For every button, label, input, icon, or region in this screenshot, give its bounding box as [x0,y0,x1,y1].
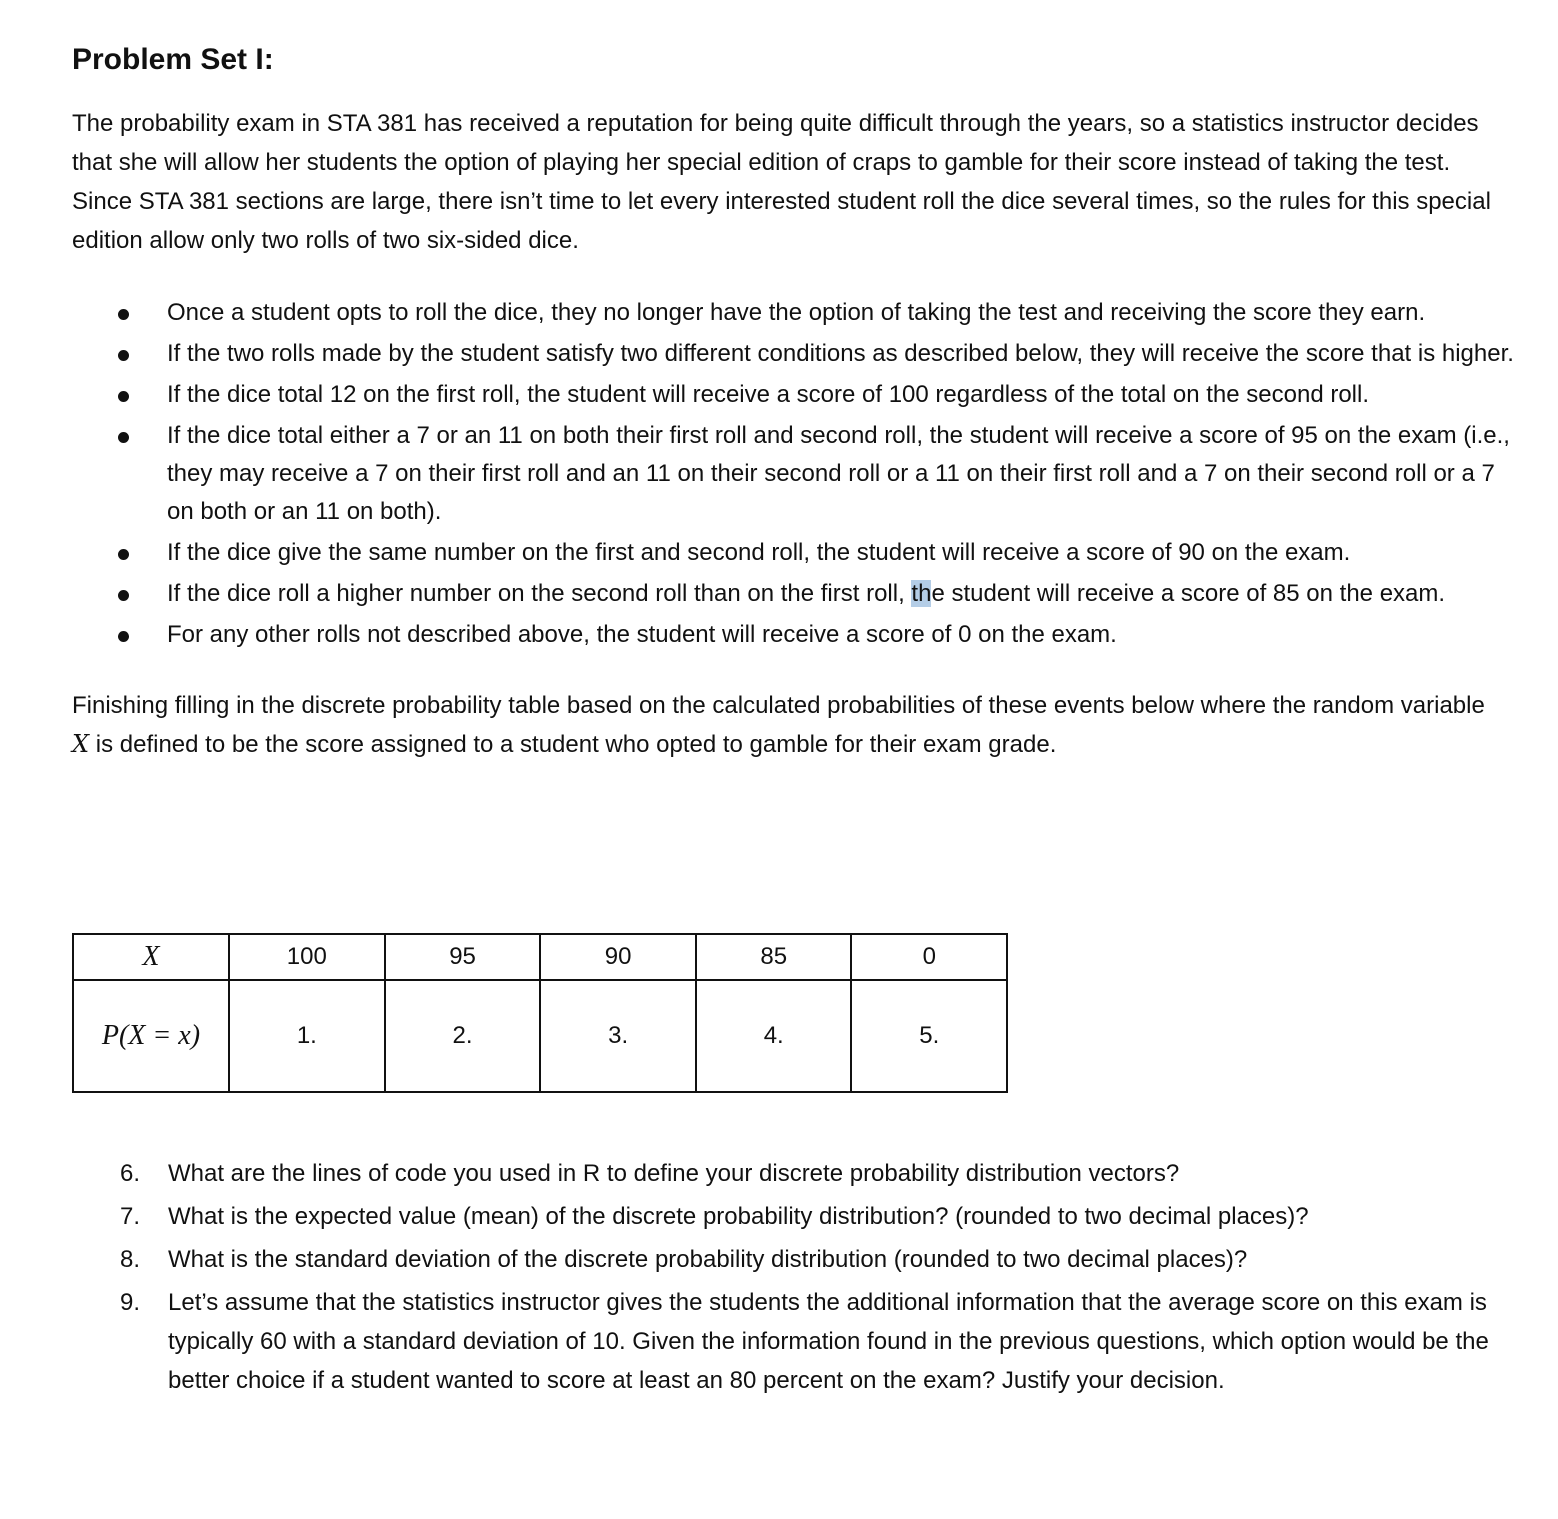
table-cell: 0 [851,934,1007,980]
rule-item: For any other rolls not described above, the student will receive a score of 0 on the exam. [72,616,1517,654]
rule-item: If the dice total 12 on the first roll, the student will receive a score of 100 regardless of the total on the second roll. [72,376,1517,414]
table-cell: 85 [696,934,852,980]
bullet-icon [118,631,129,642]
question-item: 6. What are the lines of code you used in R to define your discrete probability distribution vectors? [120,1160,1180,1187]
table-row-label: P(X = x) [73,980,229,1092]
bullet-icon [118,391,129,402]
document-page [72,30,1522,1394]
bullet-icon [118,549,129,560]
table-cell: 90 [540,934,696,980]
table-row [73,934,1007,980]
question-item: 8. What is the standard deviation of the discrete probability distribution (rounded to two decimal places)? [120,1246,1248,1273]
random-variable: X [72,730,90,758]
task-paragraph: Finishing filling in the discrete probability table based on the calculated probabilities of these events below where the random variable X is defined to be the score assigned to a student who opted to gamble for their exam grade. [72,692,1485,758]
table-cell: 2. [385,980,541,1092]
table-cell: 1. [229,980,385,1092]
table-cell: 100 [229,934,385,980]
questions-list [72,1154,1513,1404]
rules-list [72,294,1522,654]
rule-item: If the dice roll a higher number on the second roll than on the first roll, the student will receive a score of 85 on the exam. [72,575,1517,613]
bullet-icon [118,432,129,443]
bullet-icon [118,350,129,361]
text-selection-highlight[interactable]: th [911,580,932,607]
page-title: Problem Set I: [72,43,274,76]
intro-paragraph: The probability exam in STA 381 has received a reputation for being quite difficult through the years, so a statistics instructor decides that she will allow her students the option of playing her special edition of craps to gamble for their score instead of taking the test. Since STA 381 sections are large, there isn’t time to let every interested student roll the dice several times, so the rules for this special edition allow only two rolls of two six-sided dice. [72,110,1491,254]
question-item: 7. What is the expected value (mean) of the discrete probability distribution? (rounded to two decimal places)? [120,1203,1309,1230]
table-header-label: X [73,934,229,980]
table-cell: 95 [385,934,541,980]
table-cell: 3. [540,980,696,1092]
probability-table [72,933,1008,1093]
table-row [73,980,1007,1092]
rule-item: Once a student opts to roll the dice, they no longer have the option of taking the test and receiving the score they earn. [72,294,1517,332]
table-cell: 5. [851,980,1007,1092]
table-cell: 4. [696,980,852,1092]
question-item: 9. Let’s assume that the statistics instructor gives the students the additional information that the average score on this exam is typically 60 with a standard deviation of 10. Given the information found in the previous questions, which option would be the better choice if a student wanted to score at least an 80 percent on the exam? Justify your decision. [120,1289,1489,1394]
bullet-icon [118,309,129,320]
bullet-icon [118,590,129,601]
rule-item: If the dice give the same number on the first and second roll, the student will receive a score of 90 on the exam. [72,534,1517,572]
rule-item: If the two rolls made by the student satisfy two different conditions as described below, they will receive the score that is higher. [72,335,1517,373]
rule-item: If the dice total either a 7 or an 11 on both their first roll and second roll, the student will receive a score of 95 on the exam (i.e., they may receive a 7 on their first roll and an 11 on their second roll or a 11 on their first roll and a 7 on their second roll or a 7 on both or an 11 on both). [72,417,1517,531]
